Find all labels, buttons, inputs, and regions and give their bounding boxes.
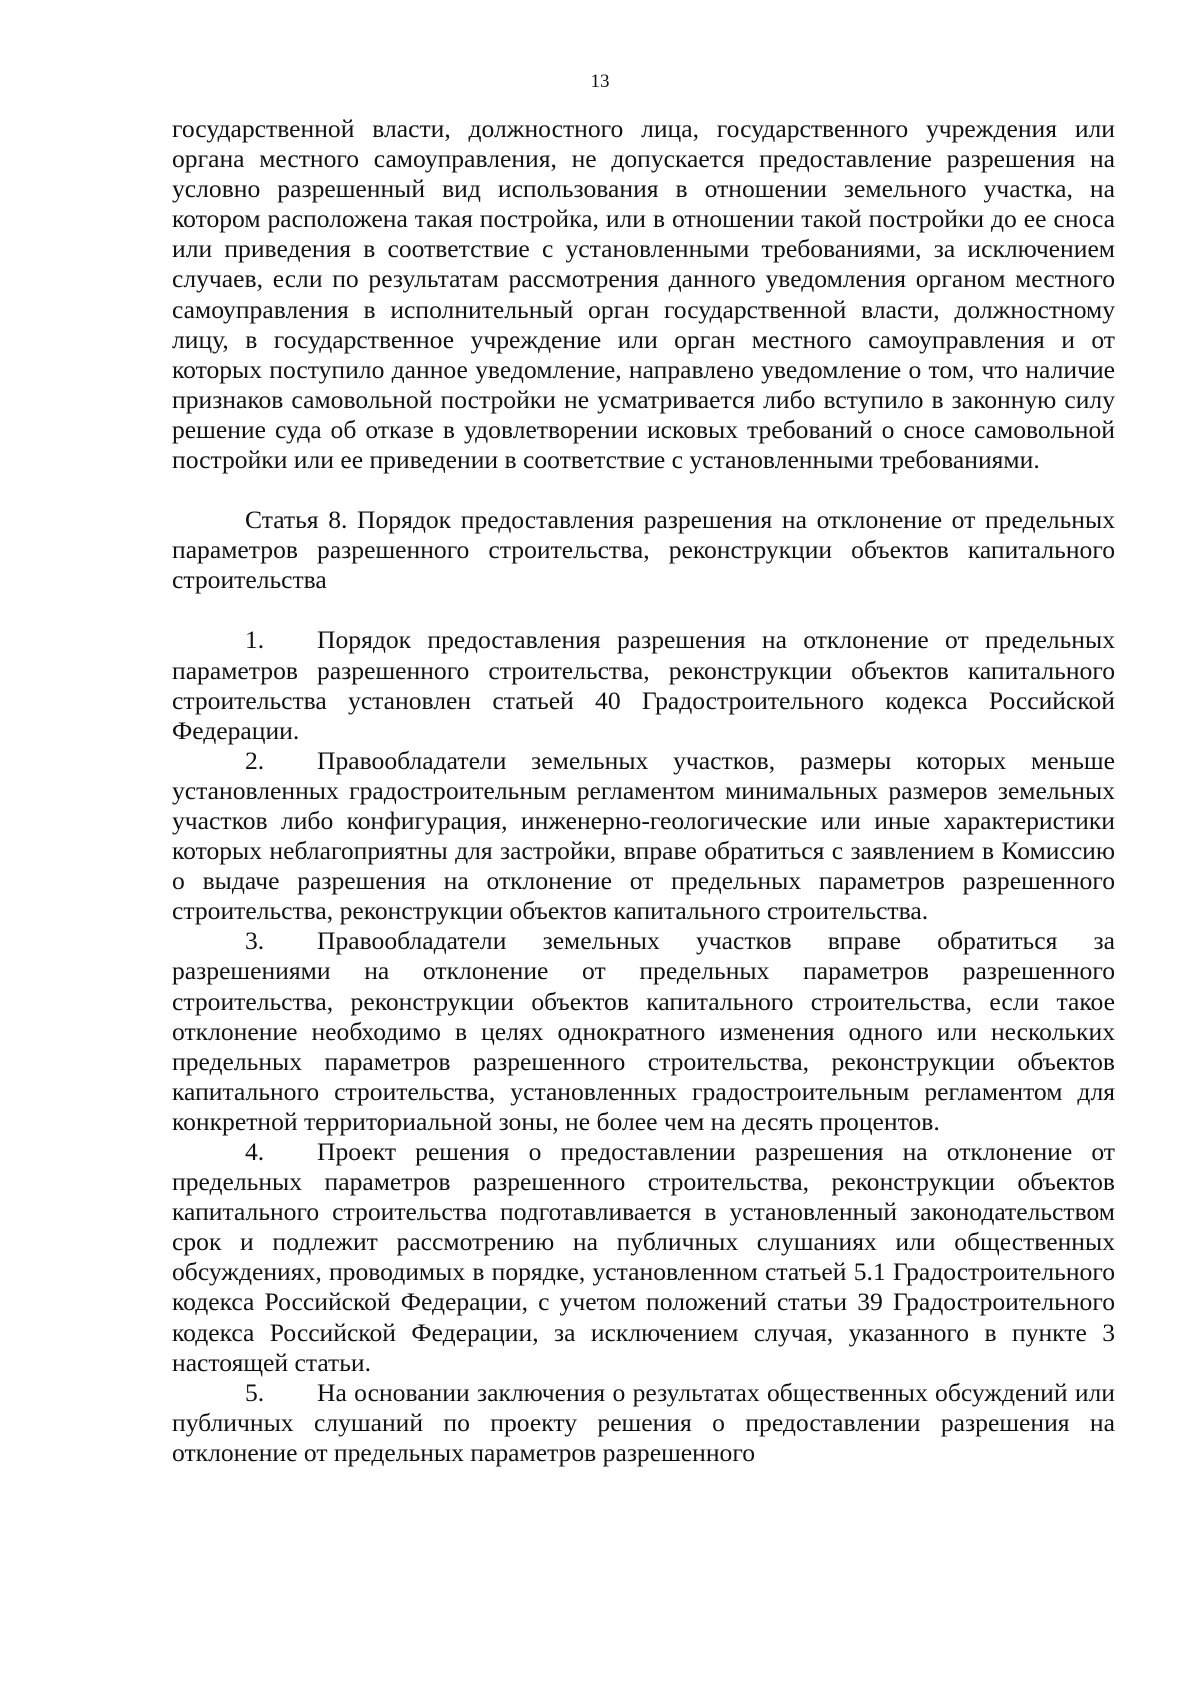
list-item-number: 5. [245,1377,265,1407]
intro-paragraph: государственной власти, должностного лица, государственного учреждения или органа местного самоуправления, не допускается предоставление разрешения на условно разрешенный вид использования в отношении земельного участка, на котором расположена такая постройка, или в отношении такой постройки до ее сноса или приведения в соответствие с установленными требованиями, за исключением случаев, если по результатам рассмотрения данного уведомления органом местного самоуправления в исполнительный орган государственной власти, должностному лицу, в государственное учреждение или орган местного самоуправления и от которых поступило данное уведомление, направлено уведомление о том, что наличие признаков самовольной постройки не усматривается либо вступило в законную силу решение суда об отказе в удовлетворении исковых требований о сносе самовольной постройки или ее приведении в соответствие с установленными требованиями. [172,114,1115,475]
list-item [172,1137,1115,1378]
list-item [172,926,1115,1137]
list-item-number: 2. [245,745,265,775]
list-item-number: 3. [245,926,265,956]
list-item [172,625,1115,745]
list-item-number: 1. [245,625,265,655]
list-item-text: Проект решения о предоставлении разрешения на отклонение от предельных параметров разрешенного строительства, реконструкции объектов капитального строительства подготавливается в установленный законодательством срок и подлежит рассмотрению на публичных слушаниях или общественных обсуждениях, проводимых в порядке, установленном статьей 5.1 Градостроительного кодекса Российской Федерации, с учетом положений статьи 39 Градостроительного кодекса Российской Федерации, за исключением случая, указанного в пункте 3 настоящей статьи. [172,1137,1115,1377]
document-body [172,114,1115,1468]
list-item-text: Порядок предоставления разрешения на отклонение от предельных параметров разрешенного строительства, реконструкции объектов капитального строительства установлен статьей 40 Градостроительного кодекса Российской Федерации. [172,625,1115,745]
list-item-text: Правообладатели земельных участков, размеры которых меньше установленных градостроительным регламентом минимальных размеров земельных участков либо конфигурация, инженерно-геологические или иные характеристики которых неблагоприятны для застройки, вправе обратиться с заявлением в Комиссию о выдаче разрешения на отклонение от предельных параметров разрешенного строительства, реконструкции объектов капитального строительства. [172,745,1115,926]
list-item-number: 4. [245,1137,265,1166]
list-item-text: На основании заключения о результатах общественных обсуждений или публичных слушаний по проекту решения о предоставлении разрешения на отклонение от предельных параметров разрешенного [172,1377,1115,1467]
list-item [172,1378,1115,1468]
list-item [172,746,1115,927]
page-number: 13 [590,71,610,92]
list-item-text: Правообладатели земельных участков вправе обратиться за разрешениями на отклонение от предельных параметров разрешенного строительства, реконструкции объектов капитального строительства, если такое отклонение необходимо в целях однократного изменения одного или нескольких предельных параметров разрешенного строительства, реконструкции объектов капитального строительства, установленных градостроительным регламентом для конкретной территориальной зоны, не более чем на десять процентов. [172,926,1115,1136]
article-heading: Статья 8. Порядок предоставления разрешения на отклонение от предельных параметров разрешенного строительства, реконструкции объектов капитального строительства [172,505,1115,595]
